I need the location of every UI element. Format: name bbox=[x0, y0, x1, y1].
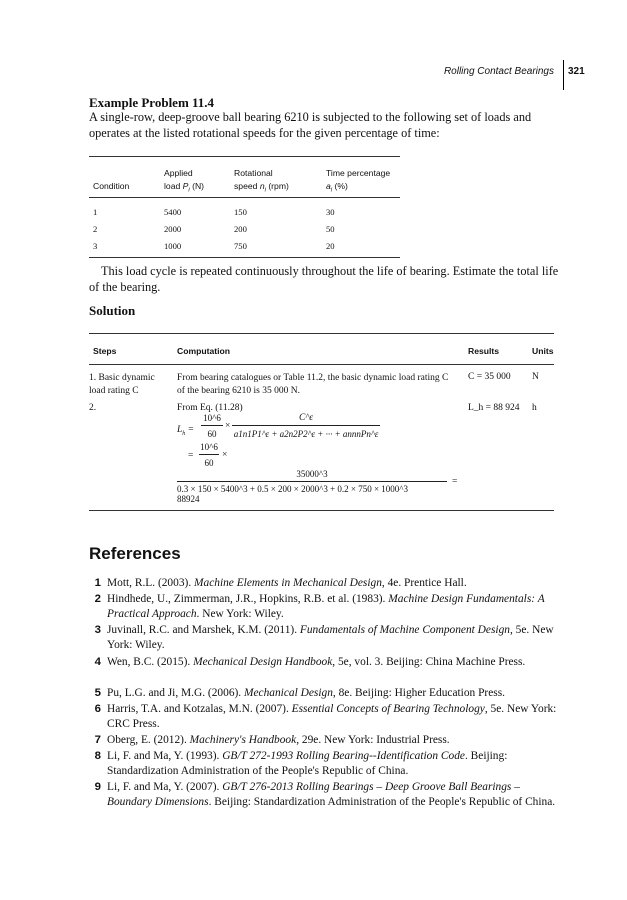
reference-number: 4 bbox=[94, 656, 101, 668]
reference-number: 6 bbox=[94, 703, 101, 715]
cell: 200 bbox=[234, 224, 247, 234]
reference-item bbox=[89, 592, 559, 623]
example-followup: This load cycle is repeated continuously throughout the life of bearing. Estimate the total life of the bearing. bbox=[89, 264, 559, 294]
reference-number: 5 bbox=[94, 687, 101, 699]
reference-title: Essential Concepts of Bearing Technology bbox=[291, 703, 485, 715]
reference-title: Fundamentals of Machine Component Design bbox=[299, 624, 510, 636]
solution-title: Solution bbox=[89, 303, 136, 318]
reference-publisher: . Beijing: Standardization Administration of the People's Republic of China. bbox=[208, 796, 556, 809]
solution-header-computation: Computation bbox=[177, 346, 230, 356]
example-title: Example Problem 11.4 bbox=[89, 95, 215, 110]
solution-result-2: L_h = 88 924 bbox=[468, 403, 520, 413]
reference-number: 7 bbox=[94, 734, 101, 746]
reference-publisher: . New York: Wiley. bbox=[196, 608, 284, 621]
reference-number: 2 bbox=[94, 593, 101, 605]
reference-title: GB/T 276-2013 Rolling Bearings – Deep Groove Ball Bearings – Boundary Dimensions bbox=[107, 781, 520, 809]
eq-frac4-bar bbox=[177, 481, 447, 482]
eq-frac4-num: 35000^3 bbox=[296, 469, 328, 479]
eq-lh-label: $L_h$ = bbox=[177, 425, 195, 437]
eq-frac2-den: a1n1P1^ε + a2n2P2^ε + ··· + annnPn^ε bbox=[233, 429, 379, 439]
reference-number: 8 bbox=[94, 750, 101, 762]
example-statement: A single-row, deep-groove ball bearing 6210 is subjected to the following set of loads and operates at the listed rotational speeds for the given percentage of time: bbox=[89, 110, 532, 140]
eq-result: 88924 bbox=[177, 494, 200, 504]
solution-header-rule bbox=[89, 364, 554, 365]
load-table-bottom-rule bbox=[89, 257, 400, 258]
eq-frac1-den: 60 bbox=[207, 429, 217, 439]
reference-title: Machine Design Fundamentals: A Practical Approach bbox=[107, 593, 545, 621]
reference-title: Mechanical Design bbox=[244, 687, 333, 699]
eq-frac3-bar bbox=[199, 454, 219, 455]
reference-item bbox=[89, 733, 559, 748]
reference-publisher: , 5e, vol. 3. Beijing: China Machine Press. bbox=[332, 656, 526, 668]
reference-authors: Li, F. and Ma, Y. (2007). bbox=[107, 781, 223, 793]
solution-table-top-rule bbox=[89, 333, 554, 334]
reference-authors: Juvinall, R.C. and Marshek, K.M. (2011). bbox=[107, 624, 300, 636]
reference-publisher: , 29e. New York: Industrial Press. bbox=[296, 734, 450, 746]
reference-publisher: , 5e. New York: Wiley. bbox=[107, 624, 554, 652]
reference-authors: Wen, B.C. (2015). bbox=[107, 656, 194, 668]
eq-frac4-den: 0.3 × 150 × 5400^3 + 0.5 × 200 × 2000^3 + 0.2 × 750 × 1000^3 bbox=[177, 484, 409, 494]
reference-item bbox=[89, 576, 559, 591]
eq-frac1-bar bbox=[201, 425, 223, 426]
load-table-header-rule bbox=[89, 197, 400, 198]
eq-equals-2: = bbox=[188, 451, 194, 461]
reference-title: Machine Elements in Mechanical Design bbox=[194, 577, 382, 589]
solution-result-1: C = 35 000 bbox=[468, 372, 511, 382]
cell: 750 bbox=[234, 241, 247, 251]
eq-frac3-num: 10^6 bbox=[200, 442, 218, 452]
reference-item bbox=[89, 749, 559, 780]
solution-unit-1: N bbox=[532, 372, 539, 382]
cell: 3 bbox=[93, 241, 98, 251]
eq-frac2-bar bbox=[232, 425, 380, 426]
reference-number: 3 bbox=[94, 624, 101, 636]
reference-title: Mechanical Design Handbook bbox=[193, 656, 333, 668]
eq-times-2: × bbox=[222, 450, 228, 460]
reference-item bbox=[89, 686, 559, 701]
reference-authors: Harris, T.A. and Kotzalas, M.N. (2007). bbox=[107, 703, 292, 715]
reference-publisher: , 8e. Beijing: Higher Education Press. bbox=[332, 687, 505, 699]
reference-authors: Li, F. and Ma, Y. (1993). bbox=[107, 750, 223, 762]
reference-publisher: , 5e. New York: CRC Press. bbox=[107, 703, 557, 731]
reference-title: GB/T 272-1993 Rolling Bearing--Identification Code bbox=[222, 750, 465, 762]
reference-authors: Pu, L.G. and Ji, M.G. (2006). bbox=[107, 687, 244, 699]
eq-frac2-num: C^ε bbox=[298, 413, 314, 423]
reference-number: 9 bbox=[94, 781, 101, 793]
solution-computation-1: From bearing catalogues or Table 11.2, the basic dynamic load rating C of the bearing 6210 is 35 000 N. bbox=[177, 373, 449, 396]
page-number: 321 bbox=[568, 66, 585, 77]
cell: 30 bbox=[326, 207, 335, 217]
solution-header-units: Units bbox=[532, 346, 554, 356]
reference-authors: Mott, R.L. (2003). bbox=[107, 577, 195, 589]
load-table-header-speed: Rotational speed $n_i$ (rpm) bbox=[234, 168, 289, 194]
cell: 1000 bbox=[164, 241, 182, 251]
running-head-divider bbox=[563, 60, 564, 90]
cell: 20 bbox=[326, 241, 335, 251]
cell: 5400 bbox=[164, 207, 182, 217]
solution-header-results: Results bbox=[468, 346, 500, 356]
cell: 2000 bbox=[164, 224, 182, 234]
reference-title: Machinery's Handbook bbox=[189, 734, 297, 746]
load-table-header-time: Time percentage $a_i$ (%) bbox=[326, 168, 391, 194]
solution-unit-2: h bbox=[532, 403, 537, 413]
reference-publisher: , 4e. Prentice Hall. bbox=[381, 577, 467, 589]
solution-step-2: 2. bbox=[89, 403, 97, 413]
reference-authors: Hindhede, U., Zimmerman, J.R., Hopkins, R.B. et al. (1983). bbox=[107, 593, 389, 605]
load-table-header-condition: Condition bbox=[93, 181, 130, 191]
load-table-top-rule bbox=[89, 156, 400, 157]
reference-authors: Oberg, E. (2012). bbox=[107, 734, 190, 746]
reference-item bbox=[89, 780, 559, 811]
reference-item bbox=[89, 702, 559, 733]
cell: 1 bbox=[93, 207, 98, 217]
reference-publisher: . Beijing: Standardization Administration of the People's Republic of China. bbox=[107, 750, 508, 778]
cell: 50 bbox=[326, 224, 335, 234]
reference-item bbox=[89, 655, 559, 670]
load-table-header-load: Applied load $P_i$ (N) bbox=[164, 168, 205, 194]
cell: 150 bbox=[234, 207, 247, 217]
eq-frac1-num: 10^6 bbox=[203, 413, 221, 423]
eq-times-1: × bbox=[225, 421, 231, 431]
reference-item bbox=[89, 623, 559, 654]
eq-frac3-den: 60 bbox=[204, 458, 214, 468]
solution-computation-2-intro: From Eq. (11.28) bbox=[177, 403, 243, 413]
eq-equals-3: = bbox=[452, 477, 458, 487]
running-head-title: Rolling Contact Bearings bbox=[443, 66, 554, 77]
reference-number: 1 bbox=[94, 577, 101, 589]
references-title: References bbox=[89, 544, 181, 563]
solution-table-bottom-rule bbox=[89, 510, 554, 511]
cell: 2 bbox=[93, 224, 98, 234]
solution-step-1: 1. Basic dynamic load rating C bbox=[89, 373, 155, 396]
solution-header-steps: Steps bbox=[93, 346, 117, 356]
